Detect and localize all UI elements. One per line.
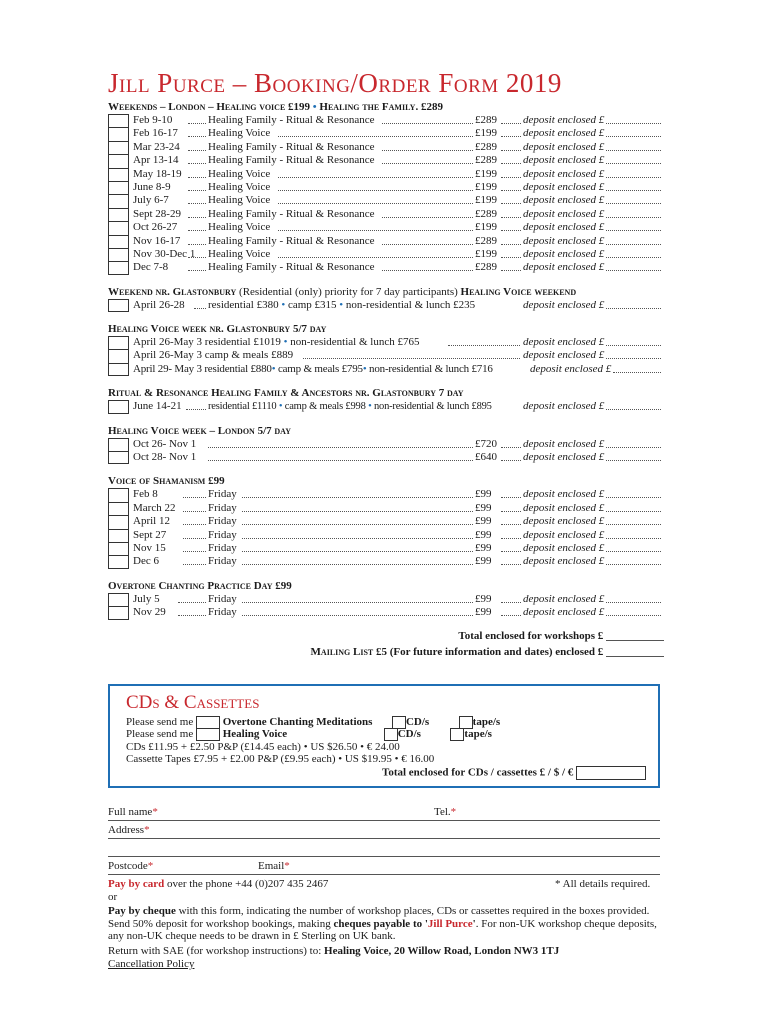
row-date: Feb 9-10 (133, 114, 173, 126)
quantity-box[interactable] (108, 363, 129, 376)
row-price: £199 (475, 180, 497, 193)
row-description: Healing Family - Ritual & Resonance (208, 140, 375, 153)
form-title: Jill Purce – Booking/Order Form 2019 (108, 68, 562, 98)
london-week-list (108, 438, 664, 465)
quantity-box[interactable] (108, 529, 129, 542)
quantity-box[interactable] (108, 208, 129, 221)
row-date: Apr 13-14 (133, 154, 179, 167)
mailing-list-label: Mailing List (310, 645, 374, 658)
row-date: May 18-19 (133, 167, 182, 180)
mailing-list-field[interactable] (606, 656, 664, 657)
row-price: £99 (475, 555, 492, 568)
quantity-box[interactable] (108, 141, 129, 154)
row-date: Feb 16-17 (133, 127, 178, 140)
full-name-label: Full name* (108, 806, 158, 818)
deposit-field[interactable] (606, 136, 661, 137)
deposit-label: deposit enclosed £ (523, 515, 605, 528)
glastonbury-weekend-heading (108, 285, 664, 299)
cd-order-line-2: Please send me Healing Voice CD/s tape/s (126, 728, 492, 741)
row-date: Feb 8 (133, 488, 158, 501)
row-price: £99 (475, 606, 492, 619)
row-date: Sept 28-29 (133, 207, 181, 220)
workshops-total-field[interactable] (606, 640, 664, 641)
cd-checkbox[interactable] (384, 728, 398, 741)
row-price: £289 (475, 261, 497, 274)
cancellation-policy-link[interactable]: Cancellation Policy (108, 958, 195, 970)
address-field-2[interactable] (108, 856, 660, 857)
row-price: £99 (475, 592, 492, 605)
hv-week-london-heading: Healing Voice week – London 5/7 day (108, 424, 291, 437)
deposit-label: deposit enclosed £ (523, 336, 605, 349)
deposit-label: deposit enclosed £ (523, 180, 605, 193)
deposit-label: deposit enclosed £ (523, 234, 605, 247)
table-row (108, 555, 664, 568)
row-date: June 8-9 (133, 180, 171, 193)
weekends-heading-b: Healing the Family. £289 (319, 101, 443, 113)
row-description: Friday (208, 592, 237, 605)
deposit-field[interactable] (606, 602, 661, 603)
quantity-box[interactable] (108, 221, 129, 234)
deposit-label: deposit enclosed £ (523, 555, 605, 568)
quantity-box[interactable] (108, 349, 129, 362)
table-row (108, 451, 664, 464)
row-text: residential £380 • camp £315 • non-residential & lunch £235 (208, 298, 476, 311)
quantity-box[interactable] (108, 235, 129, 248)
table-row (108, 235, 664, 248)
weekends-heading: Weekends – London – Healing voice £199 • Healing the Family. £289 (108, 101, 443, 113)
table-row (108, 221, 664, 234)
quantity-box[interactable] (108, 248, 129, 261)
row-date: Sept 27 (133, 528, 167, 541)
row-price: £199 (475, 167, 497, 180)
deposit-label: deposit enclosed £ (523, 140, 605, 153)
deposit-field[interactable] (606, 447, 661, 448)
row-date: July 6-7 (133, 194, 169, 207)
deposit-label: deposit enclosed £ (523, 154, 605, 167)
row-date: Oct 26- Nov 1 (133, 437, 197, 450)
row-description: Friday (208, 541, 237, 554)
cds-title: CDs & Cassettes (126, 692, 260, 713)
row-date: Dec 6 (133, 555, 159, 568)
deposit-field[interactable] (606, 270, 661, 271)
deposit-label: deposit enclosed £ (523, 127, 605, 140)
table-row (108, 181, 664, 194)
return-address: Return with SAE (for workshop instructions) to: Healing Voice, 20 Willow Road, London NW3 1TJ (108, 945, 560, 957)
row-description: Healing Family - Ritual & Resonance (208, 234, 375, 247)
deposit-label: deposit enclosed £ (523, 528, 605, 541)
row-description: Healing Family - Ritual & Resonance (208, 261, 375, 274)
deposit-field[interactable] (606, 511, 661, 512)
weekends-heading-a: Weekends – London – Healing voice £199 (108, 101, 311, 113)
deposit-label: deposit enclosed £ (523, 400, 605, 413)
deposit-label: deposit enclosed £ (530, 362, 612, 375)
workshops-total (108, 628, 664, 644)
required-note: * All details required. (555, 878, 651, 890)
table-row (108, 502, 664, 515)
quantity-box[interactable] (108, 299, 129, 312)
quantity-box[interactable] (108, 168, 129, 181)
shamanism-heading: Voice of Shamanism £99 (108, 475, 225, 488)
shamanism-list (108, 488, 664, 568)
row-description: Healing Family - Ritual & Resonance (208, 114, 375, 126)
table-row (108, 248, 664, 261)
quantity-box[interactable] (108, 261, 129, 274)
table-row (108, 194, 664, 207)
row-price: £99 (475, 541, 492, 554)
cd-item-1: Overtone Chanting Meditations (222, 716, 373, 729)
deposit-label: deposit enclosed £ (523, 167, 605, 180)
deposit-field[interactable] (606, 524, 661, 525)
glast-weekend-title: Weekend nr. Glastonbury (108, 285, 237, 298)
address-field[interactable] (108, 838, 660, 839)
deposit-label: deposit enclosed £ (523, 194, 605, 207)
deposit-field[interactable] (613, 372, 661, 373)
row-price: £99 (475, 488, 492, 501)
mailing-list-total (108, 644, 664, 660)
tape-price: Cassette Tapes £7.95 + £2.00 P&P (£9.95 each) • US $19.95 • € 16.00 (126, 753, 435, 765)
overtone-list (108, 593, 664, 620)
email-label: Email* (258, 860, 290, 872)
row-description: Friday (208, 528, 237, 541)
row-price: £720 (475, 437, 497, 450)
table-row (108, 606, 664, 619)
row-date: Oct 26-27 (133, 221, 178, 234)
row-price: £640 (475, 451, 497, 464)
postcode-label: Postcode* (108, 860, 154, 872)
deposit-field[interactable] (606, 244, 661, 245)
row-description: Friday (208, 515, 237, 528)
tape-checkbox[interactable] (450, 728, 464, 741)
row-text: April 26-May 3 residential £1019 • non-residential & lunch £765 (133, 336, 420, 349)
deposit-field[interactable] (606, 230, 661, 231)
deposit-field[interactable] (606, 551, 661, 552)
cds-total (382, 766, 646, 780)
glast-weekend-note: (Residential (only) priority for 7 day participants) (236, 285, 461, 298)
table-row (108, 168, 664, 181)
table-row (108, 261, 664, 274)
row-description: Healing Family - Ritual & Resonance (208, 154, 375, 167)
table-row (108, 208, 664, 221)
deposit-label: deposit enclosed £ (523, 592, 605, 605)
ritual-week-heading: Ritual & Resonance Healing Family & Ancestors nr. Glastonbury 7 day (108, 387, 464, 400)
deposit-label: deposit enclosed £ (523, 114, 605, 126)
tel-label: Tel.* (434, 806, 457, 818)
deposit-field[interactable] (606, 308, 661, 309)
weekends-list (108, 114, 664, 275)
row-description: Healing Family - Ritual & Resonance (208, 207, 375, 220)
cheque-instructions: Pay by cheque with this form, indicating the number of workshop places, CDs or cassettes required in the boxes provided. Send 50% deposit for workshop bookings, making cheques payable to 'Jill Purce'. For non-UK workshop cheque deposits, any non-UK cheque needs to be drawn in £ Sterling on UK bank. (108, 905, 657, 943)
deposit-field[interactable] (606, 497, 661, 498)
quantity-box[interactable] (196, 728, 220, 741)
row-price: £199 (475, 194, 497, 207)
row-description: Friday (208, 555, 237, 568)
table-row (108, 154, 664, 167)
address-label: Address* (108, 824, 150, 836)
row-date: Nov 15 (133, 541, 166, 554)
pay-by-card: Pay by card over the phone +44 (0)207 435 2467 (108, 878, 329, 890)
row-price: £289 (475, 154, 497, 167)
row-date: July 5 (133, 592, 160, 605)
quantity-box[interactable] (108, 488, 129, 501)
quantity-box[interactable] (108, 555, 129, 568)
table-row (108, 299, 664, 312)
table-row (108, 400, 664, 413)
quantity-box[interactable] (108, 502, 129, 515)
deposit-field[interactable] (606, 123, 661, 124)
row-date: Nov 29 (133, 606, 166, 619)
or-text: or (108, 891, 118, 903)
deposit-label: deposit enclosed £ (523, 437, 605, 450)
deposit-field[interactable] (606, 460, 661, 461)
row-text: April 26-May 3 camp & meals £889 (133, 349, 294, 362)
deposit-field[interactable] (606, 177, 661, 178)
cds-total-field[interactable] (576, 766, 646, 780)
deposit-label: deposit enclosed £ (523, 606, 605, 619)
deposit-field[interactable] (606, 538, 661, 539)
cds-total-label: Total enclosed for CDs / cassettes £ / $ / € (382, 766, 574, 779)
row-date: April 12 (133, 515, 170, 528)
row-description: Friday (208, 488, 237, 501)
table-row (108, 114, 664, 127)
quantity-box[interactable] (108, 593, 129, 606)
deposit-field[interactable] (606, 345, 661, 346)
row-date: April 26-28 (133, 298, 185, 311)
row-price: £199 (475, 247, 497, 260)
row-price: £99 (475, 501, 492, 514)
row-price: £289 (475, 207, 497, 220)
table-row (108, 488, 664, 501)
row-date: Nov 30-Dec 1 (133, 247, 196, 260)
postcode-email-field[interactable] (108, 874, 660, 875)
row-description: Healing Voice (208, 247, 271, 260)
table-row (108, 438, 664, 451)
row-description: Healing Voice (208, 127, 271, 140)
deposit-label: deposit enclosed £ (523, 221, 605, 234)
deposit-label: deposit enclosed £ (523, 541, 605, 554)
deposit-field[interactable] (606, 564, 661, 565)
row-text: residential £1110 • camp & meals £998 • non-residential & lunch £895 (208, 401, 492, 413)
row-price: £99 (475, 515, 492, 528)
row-price: £289 (475, 140, 497, 153)
row-date: March 22 (133, 501, 176, 514)
quantity-box[interactable] (108, 154, 129, 167)
row-description: Healing Voice (208, 180, 271, 193)
deposit-field[interactable] (606, 615, 661, 616)
row-description: Healing Voice (208, 194, 271, 207)
quantity-box[interactable] (108, 336, 129, 349)
cds-panel (108, 684, 660, 788)
row-text: April 29- May 3 residential £880• camp & meals £795• non-residential & lunch £716 (133, 362, 493, 375)
deposit-field[interactable] (606, 163, 661, 164)
deposit-field[interactable] (606, 150, 661, 151)
deposit-label: deposit enclosed £ (523, 451, 605, 464)
hv-week-glast-heading: Healing Voice week nr. Glastonbury 5/7 day (108, 323, 327, 336)
deposit-label: deposit enclosed £ (523, 501, 605, 514)
deposit-field[interactable] (606, 257, 661, 258)
cd-item-2: Healing Voice (222, 728, 288, 741)
quantity-box[interactable] (108, 606, 129, 619)
deposit-label: deposit enclosed £ (523, 349, 605, 362)
quantity-box[interactable] (108, 542, 129, 555)
row-date: Oct 28- Nov 1 (133, 451, 197, 464)
row-date: Mar 23-24 (133, 140, 180, 153)
workshops-total-label: Total enclosed for workshops £ (458, 629, 604, 642)
deposit-label: deposit enclosed £ (523, 261, 605, 274)
quantity-box[interactable] (108, 127, 129, 140)
table-row (108, 141, 664, 154)
table-row (108, 349, 664, 362)
deposit-label: deposit enclosed £ (523, 247, 605, 260)
deposit-field[interactable] (606, 217, 661, 218)
table-row (108, 127, 664, 140)
glast-weekend-sub: Healing Voice weekend (460, 285, 577, 298)
table-row (108, 542, 664, 555)
deposit-label: deposit enclosed £ (523, 298, 605, 311)
table-row (108, 593, 664, 606)
quantity-box[interactable] (108, 451, 129, 464)
deposit-field[interactable] (606, 358, 661, 359)
table-row (108, 363, 664, 376)
row-price: £199 (475, 221, 497, 234)
cd-price: CDs £11.95 + £2.50 P&P (£14.45 each) • US $26.50 • € 24.00 (126, 741, 400, 753)
quantity-box[interactable] (108, 438, 129, 451)
deposit-field[interactable] (606, 409, 661, 410)
row-date: Dec 7-8 (133, 261, 169, 274)
mailing-list-text: £5 (For future information and dates) enclosed £ (373, 645, 604, 658)
table-row (108, 515, 664, 528)
deposit-label: deposit enclosed £ (523, 488, 605, 501)
row-price: £289 (475, 114, 497, 126)
quantity-box[interactable] (108, 194, 129, 207)
quantity-box[interactable] (108, 515, 129, 528)
overtone-heading: Overtone Chanting Practice Day £99 (108, 579, 292, 592)
deposit-field[interactable] (606, 190, 661, 191)
deposit-label: deposit enclosed £ (523, 207, 605, 220)
row-description: Healing Voice (208, 221, 271, 234)
cd-order-line-1: Please send me Overtone Chanting Meditations CD/s tape/s (126, 716, 501, 729)
row-date: June 14-21 (133, 400, 182, 413)
row-price: £289 (475, 234, 497, 247)
row-price: £99 (475, 528, 492, 541)
quantity-box[interactable] (108, 181, 129, 194)
table-row (108, 336, 664, 349)
full-name-field[interactable] (108, 820, 660, 821)
row-date: Nov 16-17 (133, 234, 181, 247)
table-row (108, 529, 664, 542)
quantity-box[interactable] (108, 114, 129, 127)
row-description: Healing Voice (208, 167, 271, 180)
deposit-field[interactable] (606, 203, 661, 204)
row-description: Friday (208, 501, 237, 514)
row-description: Friday (208, 606, 237, 619)
quantity-box[interactable] (108, 400, 129, 413)
row-price: £199 (475, 127, 497, 140)
